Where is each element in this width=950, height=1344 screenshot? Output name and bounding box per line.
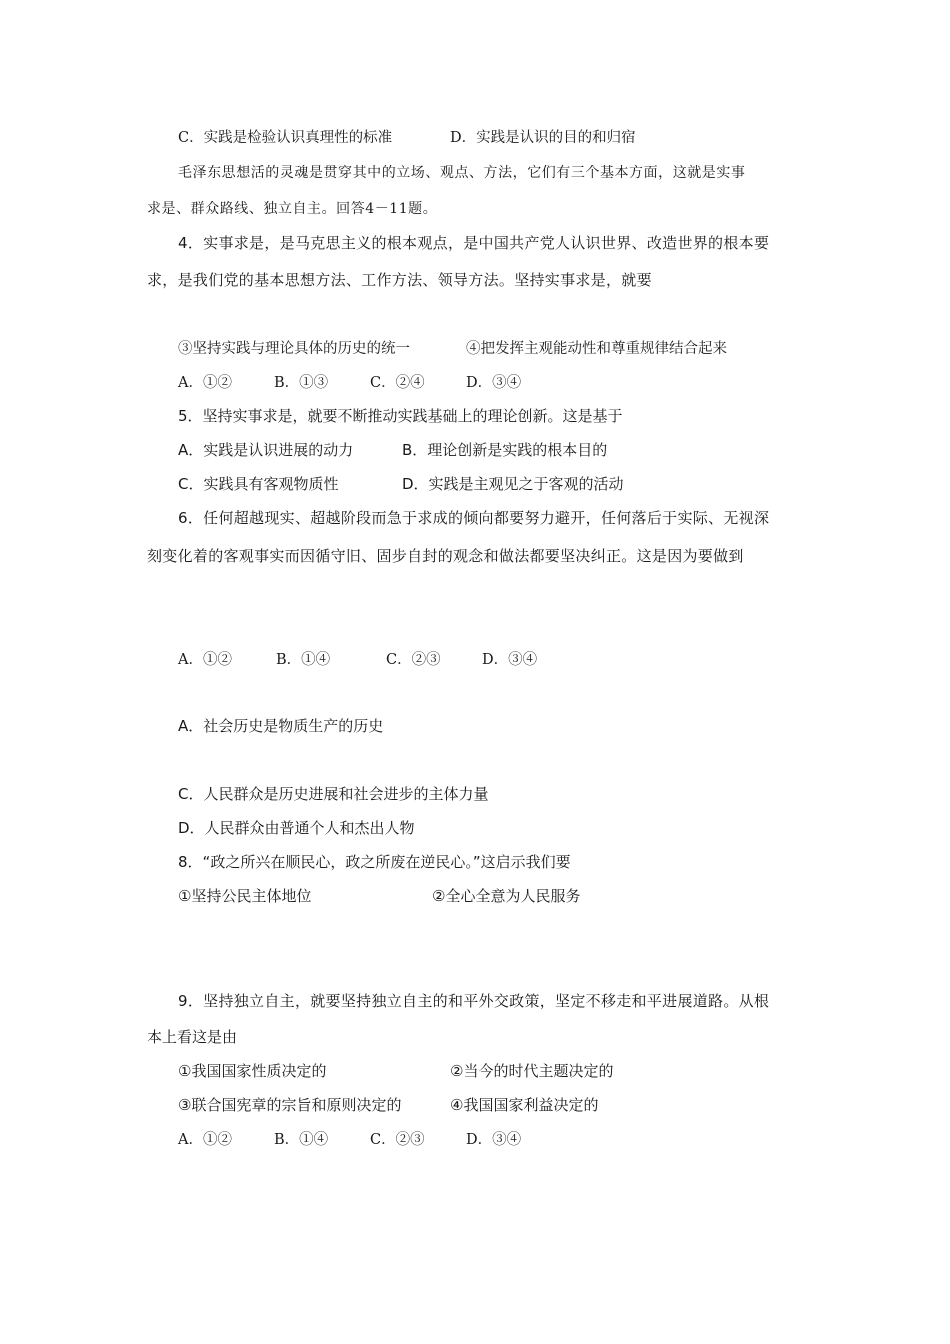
q5-option-a: A．实践是认识进展的动力 xyxy=(178,441,354,459)
q4-answer-c: C．②④ xyxy=(370,375,425,391)
q3-option-c: C．实践是检验认识真理性的标准 xyxy=(178,130,393,146)
q5-option-c: C．实践具有客观物质性 xyxy=(178,475,339,493)
q9-stem-line-1: 9．坚持独立自主，就要坚持独立自主的和平外交政策，坚定不移走和平进展道路。从根 xyxy=(178,992,770,1010)
q4-item-3: ③坚持实践与理论具体的历史的统一 xyxy=(178,341,410,357)
q9-answer-d: D．③④ xyxy=(466,1132,522,1148)
q6-stem-line-1: 6．任何超越现实、超越阶段而急于求成的倾向都要努力避开，任何落后于实际、无视深 xyxy=(178,509,770,527)
q9-item-2: ②当今的时代主题决定的 xyxy=(450,1062,614,1080)
q3-option-d: D．实践是认识的目的和归宿 xyxy=(450,130,636,146)
q4-answer-a: A．①② xyxy=(178,375,232,391)
q8-item-2: ②全心全意为人民服务 xyxy=(432,887,581,905)
q6-answer-d: D．③④ xyxy=(482,652,538,668)
q9-answer-b: B．①④ xyxy=(274,1132,329,1148)
q9-answer-a: A．①② xyxy=(178,1132,232,1148)
q9-item-4: ④我国国家利益决定的 xyxy=(450,1096,599,1114)
q5-option-d: D．实践是主观见之于客观的活动 xyxy=(402,475,624,493)
q6-answer-c: C．②③ xyxy=(386,652,441,668)
q9-item-3: ③联合国宪章的宗旨和原则决定的 xyxy=(178,1096,402,1114)
q6-stem-line-2: 刻变化着的客观事实而因循守旧、固步自封的观念和做法都要坚决纠正。这是因为要做到 xyxy=(147,547,744,565)
q7-option-a: A．社会历史是物质生产的历史 xyxy=(178,717,384,735)
q6-answer-b: B．①④ xyxy=(276,652,331,668)
q8-stem: 8．“政之所兴在顺民心，政之所废在逆民心。”这启示我们要 xyxy=(178,853,571,871)
q7-option-c: C．人民群众是历史进展和社会进步的主体力量 xyxy=(178,785,489,803)
q8-item-1: ①坚持公民主体地位 xyxy=(178,887,312,905)
intro-line-1: 毛泽东思想活的灵魂是贯穿其中的立场、观点、方法，它们有三个基本方面，这就是实事 xyxy=(178,165,746,181)
q5-option-b: B．理论创新是实践的根本目的 xyxy=(402,441,608,459)
q4-item-4: ④把发挥主观能动性和尊重规律结合起来 xyxy=(466,341,727,357)
q7-option-d: D．人民群众由普通个人和杰出人物 xyxy=(178,819,415,837)
q4-answer-d: D．③④ xyxy=(466,375,522,391)
q5-stem: 5．坚持实事求是，就要不断推动实践基础上的理论创新。这是基于 xyxy=(178,407,623,425)
q4-stem-line-2: 求，是我们党的基本思想方法、工作方法、领导方法。坚持实事求是，就要 xyxy=(147,271,652,289)
q6-answer-a: A．①② xyxy=(178,652,232,668)
q4-answer-b: B．①③ xyxy=(274,375,329,391)
intro-line-2: 求是、群众路线、独立自主。回答4－11题。 xyxy=(147,201,438,217)
q9-answer-c: C．②③ xyxy=(370,1132,425,1148)
q4-stem-line-1: 4．实事求是，是马克思主义的根本观点，是中国共产党人认识世界、改造世界的根本要 xyxy=(178,234,770,252)
q9-stem-line-2: 本上看这是由 xyxy=(147,1028,238,1046)
q9-item-1: ①我国国家性质决定的 xyxy=(178,1062,327,1080)
